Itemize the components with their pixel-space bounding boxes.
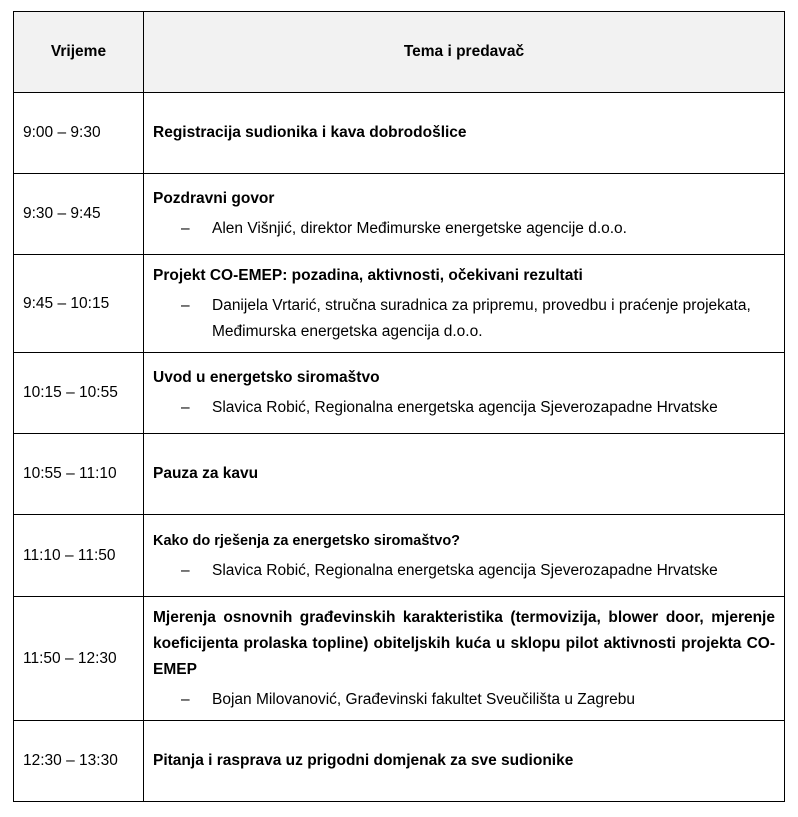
dash-bullet: – bbox=[181, 399, 190, 416]
speaker-text: Bojan Milovanović, Građevinski fakultet Sveučilišta u Zagrebu bbox=[212, 690, 636, 708]
speaker-line bbox=[153, 687, 775, 713]
time-cell: 9:45 – 10:15 bbox=[14, 255, 144, 353]
speaker-line bbox=[153, 293, 775, 345]
time-cell: 12:30 – 13:30 bbox=[14, 721, 144, 802]
topic-column-header: Tema i predavač bbox=[144, 12, 785, 93]
topic-cell bbox=[144, 434, 785, 515]
topic-title: Pauza za kavu bbox=[153, 465, 259, 482]
table-row bbox=[14, 255, 785, 353]
topic-title: Uvod u energetsko siromaštvo bbox=[153, 369, 380, 386]
topic-cell bbox=[144, 174, 785, 255]
table-row bbox=[14, 93, 785, 174]
topic-title: Mjerenja osnovnih građevinskih karakteristika (termovizija, blower door, mjerenje koeficijenta prolaska topline) obiteljskih kuća u sklopu pilot aktivnosti projekta CO-EMEP bbox=[153, 608, 775, 678]
agenda-table bbox=[13, 11, 785, 802]
topic-title: Kako do rješenja za energetsko siromaštvo? bbox=[153, 532, 461, 549]
time-cell: 9:30 – 9:45 bbox=[14, 174, 144, 255]
time-column-header: Vrijeme bbox=[14, 12, 144, 93]
dash-bullet: – bbox=[181, 690, 190, 708]
topic-cell bbox=[144, 515, 785, 597]
speaker-text: Slavica Robić, Regionalna energetska agencija Sjeverozapadne Hrvatske bbox=[212, 399, 718, 416]
speaker-text: Alen Višnjić, direktor Međimurske energetske agencije d.o.o. bbox=[212, 220, 627, 237]
topic-title: Pozdravni govor bbox=[153, 190, 275, 207]
time-cell: 10:15 – 10:55 bbox=[14, 353, 144, 434]
topic-title: Projekt CO-EMEP: pozadina, aktivnosti, očekivani rezultati bbox=[153, 266, 583, 284]
topic-title: Registracija sudionika i kava dobrodošlice bbox=[153, 124, 467, 141]
time-cell: 11:50 – 12:30 bbox=[14, 597, 144, 721]
topic-cell bbox=[144, 255, 785, 353]
speaker-line bbox=[153, 216, 775, 242]
table-row bbox=[14, 353, 785, 434]
table-row bbox=[14, 515, 785, 597]
header-row bbox=[14, 12, 785, 93]
speaker-line bbox=[153, 558, 775, 584]
dash-bullet: – bbox=[181, 220, 190, 237]
speaker-text: Danijela Vrtarić, stručna suradnica za pripremu, provedbu i praćenje projekata, Međimurska energetska agencija d.o.o. bbox=[212, 296, 751, 340]
speaker-line bbox=[153, 395, 775, 421]
topic-cell bbox=[144, 721, 785, 802]
table-row bbox=[14, 597, 785, 721]
time-cell: 10:55 – 11:10 bbox=[14, 434, 144, 515]
table-row bbox=[14, 434, 785, 515]
dash-bullet: – bbox=[181, 561, 190, 579]
dash-bullet: – bbox=[181, 296, 190, 314]
time-cell: 9:00 – 9:30 bbox=[14, 93, 144, 174]
table-row bbox=[14, 174, 785, 255]
table-row bbox=[14, 721, 785, 802]
topic-title: Pitanja i rasprava uz prigodni domjenak za sve sudionike bbox=[153, 752, 574, 769]
topic-cell bbox=[144, 93, 785, 174]
topic-cell bbox=[144, 597, 785, 721]
time-cell: 11:10 – 11:50 bbox=[14, 515, 144, 597]
topic-cell bbox=[144, 353, 785, 434]
speaker-text: Slavica Robić, Regionalna energetska agencija Sjeverozapadne Hrvatske bbox=[212, 561, 718, 579]
